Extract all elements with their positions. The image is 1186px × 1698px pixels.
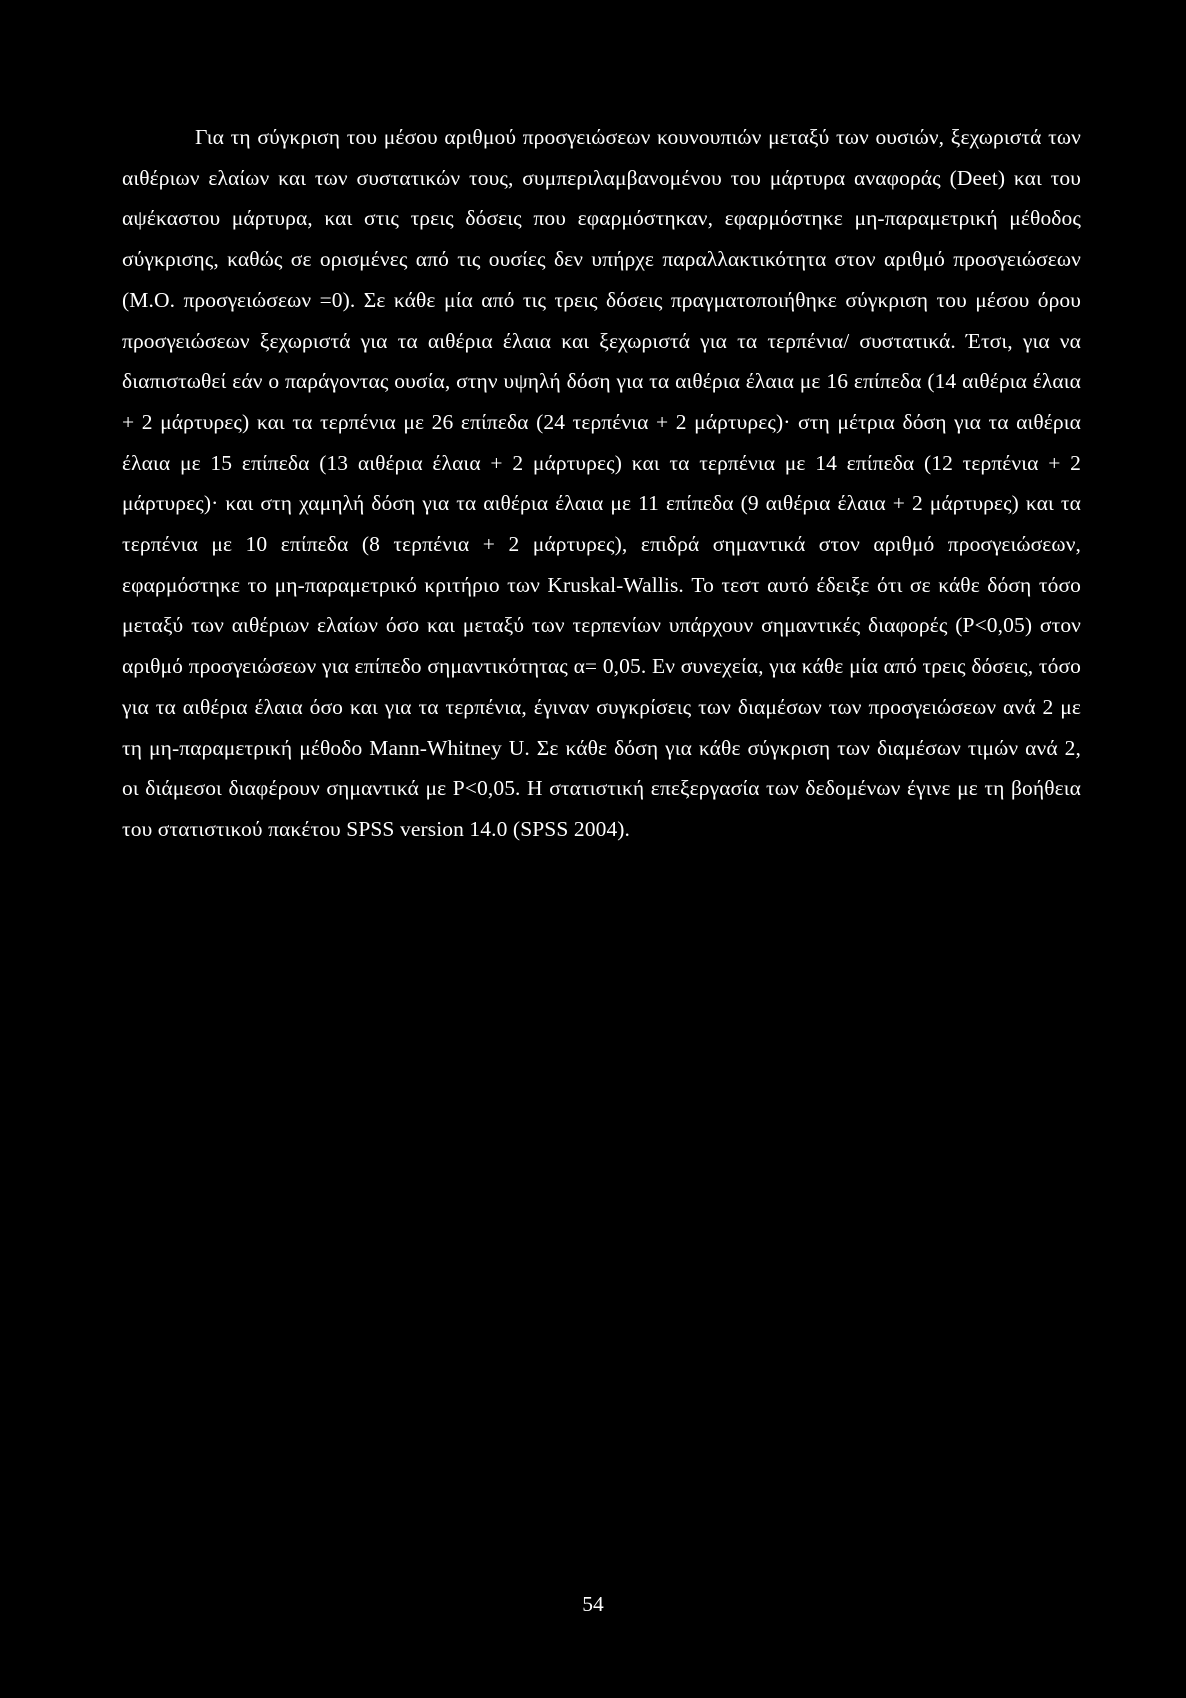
body-paragraph: Για τη σύγκριση του μέσου αριθμού προσγειώσεων κουνουπιών μεταξύ των ουσιών, ξεχωριστά των αιθέριων ελαίων και των συστατικών τους, συμπεριλαμβανομένου του μάρτυρα αναφοράς (Deet) και του αψέκαστου μάρτυρα, και στις τρεις δόσεις που εφαρμόστηκαν, εφαρμόστηκε μη-παραμετρική μέθοδος σύγκρισης, καθώς σε ορισμένες από τις ουσίες δεν υπήρχε παραλλακτικότητα στον αριθμό προσγειώσεων (Μ.Ο. προσγειώσεων =0). Σε κάθε μία από τις τρεις δόσεις πραγματοποιήθηκε σύγκριση του μέσου όρου προσγειώσεων ξεχωριστά για τα αιθέρια έλαια και ξεχωριστά για τα τερπένια/ συστατικά. Έτσι, για να διαπιστωθεί εάν ο παράγοντας ουσία, στην υψηλή δόση για τα αιθέρια έλαια με 16 επίπεδα (14 αιθέρια έλαια + 2 μάρτυρες) και τα τερπένια με 26 επίπεδα (24 τερπένια + 2 μάρτυρες)· στη μέτρια δόση για τα αιθέρια έλαια με 15 επίπεδα (13 αιθέρια έλαια + 2 μάρτυρες) και τα τερπένια με 14 επίπεδα (12 τερπένια + 2 μάρτυρες)· και στη χαμηλή δόση για τα αιθέρια έλαια με 11 επίπεδα (9 αιθέρια έλαια + 2 μάρτυρες) και τα τερπένια με 10 επίπεδα (8 τερπένια + 2 μάρτυρες), επιδρά σημαντικά στον αριθμό προσγειώσεων, εφαρμόστηκε το μη-παραμετρικό κριτήριο των Kruskal-Wallis. Το τεστ αυτό έδειξε ότι σε κάθε δόση τόσο μεταξύ των αιθέριων ελαίων όσο και μεταξύ των τερπενίων υπάρχουν σημαντικές διαφορές (P<0,05) στον αριθμό προσγειώσεων για επίπεδο σημαντικότητας α= 0,05. Εν συνεχεία, για κάθε μία από τρεις δόσεις, τόσο για τα αιθέρια έλαια όσο και για τα τερπένια, έγιναν συγκρίσεις των διαμέσων των προσγειώσεων ανά 2 με τη μη-παραμετρική μέθοδο Mann-Whitney U. Σε κάθε δόση για κάθε σύγκριση των διαμέσων τιμών ανά 2, οι διάμεσοι διαφέρουν σημαντικά με P<0,05. Η στατιστική επεξεργασία των δεδομένων έγινε με τη βοήθεια του στατιστικού πακέτου SPSS version 14.0 (SPSS 2004). bbox=[122, 125, 1081, 841]
page-number: 54 bbox=[582, 1592, 604, 1616]
